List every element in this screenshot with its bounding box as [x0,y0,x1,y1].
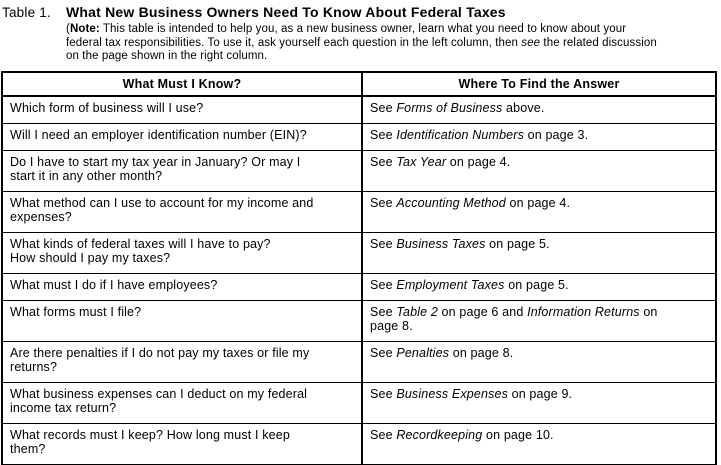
italic-text: Employment Taxes [396,277,505,292]
table-row [2,423,716,465]
question-text: What forms must I file? [10,304,142,319]
text-segment: on page 5. [485,236,550,251]
column-header-what-must-i-know: What Must I Know? [2,72,362,96]
table-row [2,273,716,300]
text-segment: See [370,127,397,142]
question-text: How should I pay my taxes? [10,250,171,265]
question-cell [2,300,362,341]
text-segment: on page 6 and [437,304,528,319]
table-row [2,341,716,382]
text-segment: on page 8. [449,345,514,360]
answer-cell [362,300,716,341]
italic-text: Tax Year [396,154,447,169]
bold-text: Note: [69,23,100,35]
text-segment: on page 3. [524,127,589,142]
text-segment: See [370,427,397,442]
question-text: What business expenses can I deduct on my federal [10,386,308,401]
italic-text: Forms of Business [396,100,503,115]
question-text: them? [10,441,46,456]
question-cell [2,423,362,465]
table-row [2,300,716,341]
italic-text: Penalties [396,345,450,360]
italic-text: Information Returns [527,304,640,319]
text-segment: on page 4. [505,195,571,210]
text-segment: See [370,304,397,319]
text-segment: See [370,386,397,401]
text-segment: See [370,195,397,210]
table-number-label: Table 1. [2,5,51,20]
text-segment: above. [502,100,545,115]
federal-taxes-table [1,71,717,465]
text-segment: page 8. [370,318,413,333]
text-segment: See [370,100,397,115]
text-segment: on page 4. [446,154,511,169]
answer-cell [362,123,716,150]
question-cell [2,123,362,150]
text-segment: ( [66,23,70,35]
question-text: returns? [10,359,58,374]
question-cell [2,341,362,382]
question-cell [2,273,362,300]
question-text: What records must I keep? How long must I keep [10,427,290,442]
question-cell [2,96,362,124]
question-cell [2,382,362,423]
table-row [2,232,716,273]
question-text: start it in any other month? [10,168,163,183]
italic-text: see [521,36,541,49]
question-text: income tax return? [10,400,117,415]
italic-text: Business Expenses [396,386,508,401]
question-text: Which form of business will I use? [10,100,204,115]
text-segment: on the page shown in the right column. [66,50,268,62]
text-segment: on page 9. [507,386,573,401]
italic-text: Table 2 [396,304,438,319]
column-header-where-to-find-answer: Where To Find the Answer [362,72,716,96]
answer-cell [362,341,716,382]
answer-cell [362,273,716,300]
text-segment: See [370,277,397,292]
text-segment: See [370,236,397,251]
italic-text: Accounting Method [396,195,506,210]
text-segment: See [370,154,397,169]
question-text: Do I have to start my tax year in January? Or may I [10,154,301,169]
text-segment: This table is intended to help you, as a new business owner, learn what you need to know about your [99,23,627,35]
question-text: What method can I use to account for my income and [10,195,314,210]
table-header-row [2,72,716,96]
question-text: What must I do if I have employees? [10,277,218,292]
answer-cell [362,150,716,191]
text-segment: the related discussion [540,36,657,49]
question-cell [2,232,362,273]
question-text: expenses? [10,209,72,224]
question-cell [2,191,362,232]
note-paragraph [66,23,718,64]
table-row [2,96,716,124]
italic-text: Recordkeeping [396,427,483,442]
question-text: What kinds of federal taxes will I have to pay? [10,236,271,251]
text-segment: See [370,345,397,360]
question-text: Are there penalties if I do not pay my taxes or file my [10,345,310,360]
italic-text: Identification Numbers [396,127,524,142]
table-row [2,123,716,150]
text-segment: on [639,304,658,319]
text-segment: federal tax responsibilities. To use it, ask yourself each question in the left column, then [66,36,522,49]
answer-cell [362,191,716,232]
table-title-row [0,0,721,20]
question-text: Will I need an employer identification number (EIN)? [10,127,307,142]
text-segment: on page 5. [504,277,569,292]
table-row [2,191,716,232]
table-row [2,382,716,423]
answer-cell [362,96,716,124]
answer-cell [362,423,716,465]
italic-text: Business Taxes [396,236,486,251]
page-title: What New Business Owners Need To Know About Federal Taxes [66,4,506,20]
answer-cell [362,382,716,423]
question-cell [2,150,362,191]
answer-cell [362,232,716,273]
table-row [2,150,716,191]
text-segment: on page 10. [482,427,554,442]
